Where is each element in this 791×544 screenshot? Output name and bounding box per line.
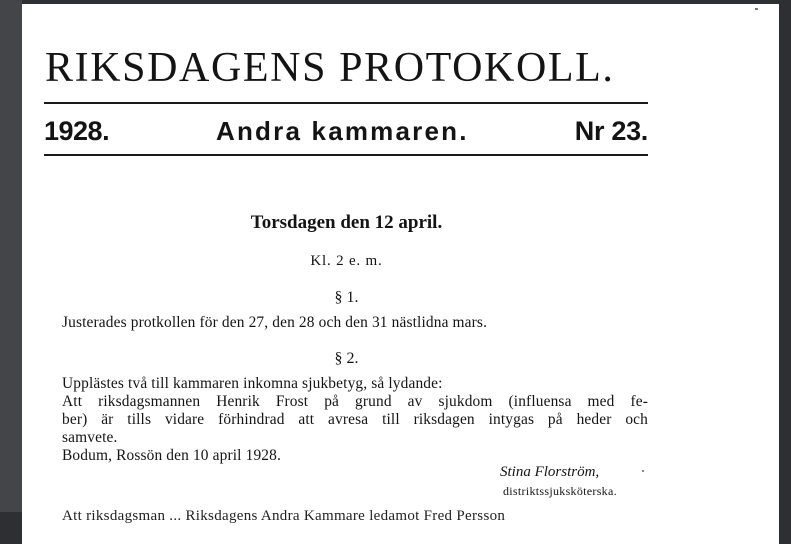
section-2-line-1: Upplästes två till kammaren inkomna sjukbetyg, så lydande: <box>62 375 443 392</box>
signature-title: distriktssjuksköterska. <box>503 484 617 498</box>
masthead-rule-top <box>44 102 648 104</box>
masthead-rule-bottom <box>44 154 648 156</box>
section-2-line-4: samvete. <box>62 429 118 446</box>
viewer-left-margin <box>0 0 22 512</box>
session-date-title <box>22 212 779 234</box>
signature-name: Stina Florström, <box>500 464 600 480</box>
section-heading-1 <box>22 289 779 307</box>
signature-mark <box>642 470 644 472</box>
section-2-line-3 <box>62 411 648 430</box>
scroll-indicator <box>755 8 758 10</box>
section-2-line-2 <box>62 393 648 412</box>
section-2-line-5: Bodum, Rossön den 10 april 1928. <box>62 447 281 464</box>
section-1-label: § 1. <box>334 289 359 306</box>
section-2-line-2-text: Att riksdagsmannen Henrik Frost på grund av sjukdom (influensa med fe- <box>62 393 648 410</box>
section-1-text: Justerades protkollen för den 27, den 28 och den 31 nästlidna mars. <box>62 314 488 331</box>
chamber-name: Andra kammaren. <box>216 116 469 146</box>
cutoff-text-line <box>62 507 622 524</box>
cutoff-text: Att riksdagsman ... Riksdagens Andra Kammare ledamot Fred Persson <box>62 508 506 524</box>
session-date-text: Torsdagen den 12 april. <box>250 212 443 233</box>
issue-header <box>44 112 648 150</box>
session-time <box>22 253 779 270</box>
section-2-label: § 2. <box>334 350 359 367</box>
session-time-text: Kl. 2 e. m. <box>310 253 383 269</box>
section-2-line-3-text: ber) är tills vidare förhindrad att avresa till riksdagen intygas på heder och <box>62 411 648 428</box>
document-page <box>22 4 779 544</box>
masthead-title: RIKSDAGENS PROTOKOLL. <box>45 45 615 91</box>
section-heading-2 <box>22 350 779 368</box>
issue-number: Nr 23. <box>574 116 648 146</box>
issue-year: 1928. <box>44 116 110 146</box>
